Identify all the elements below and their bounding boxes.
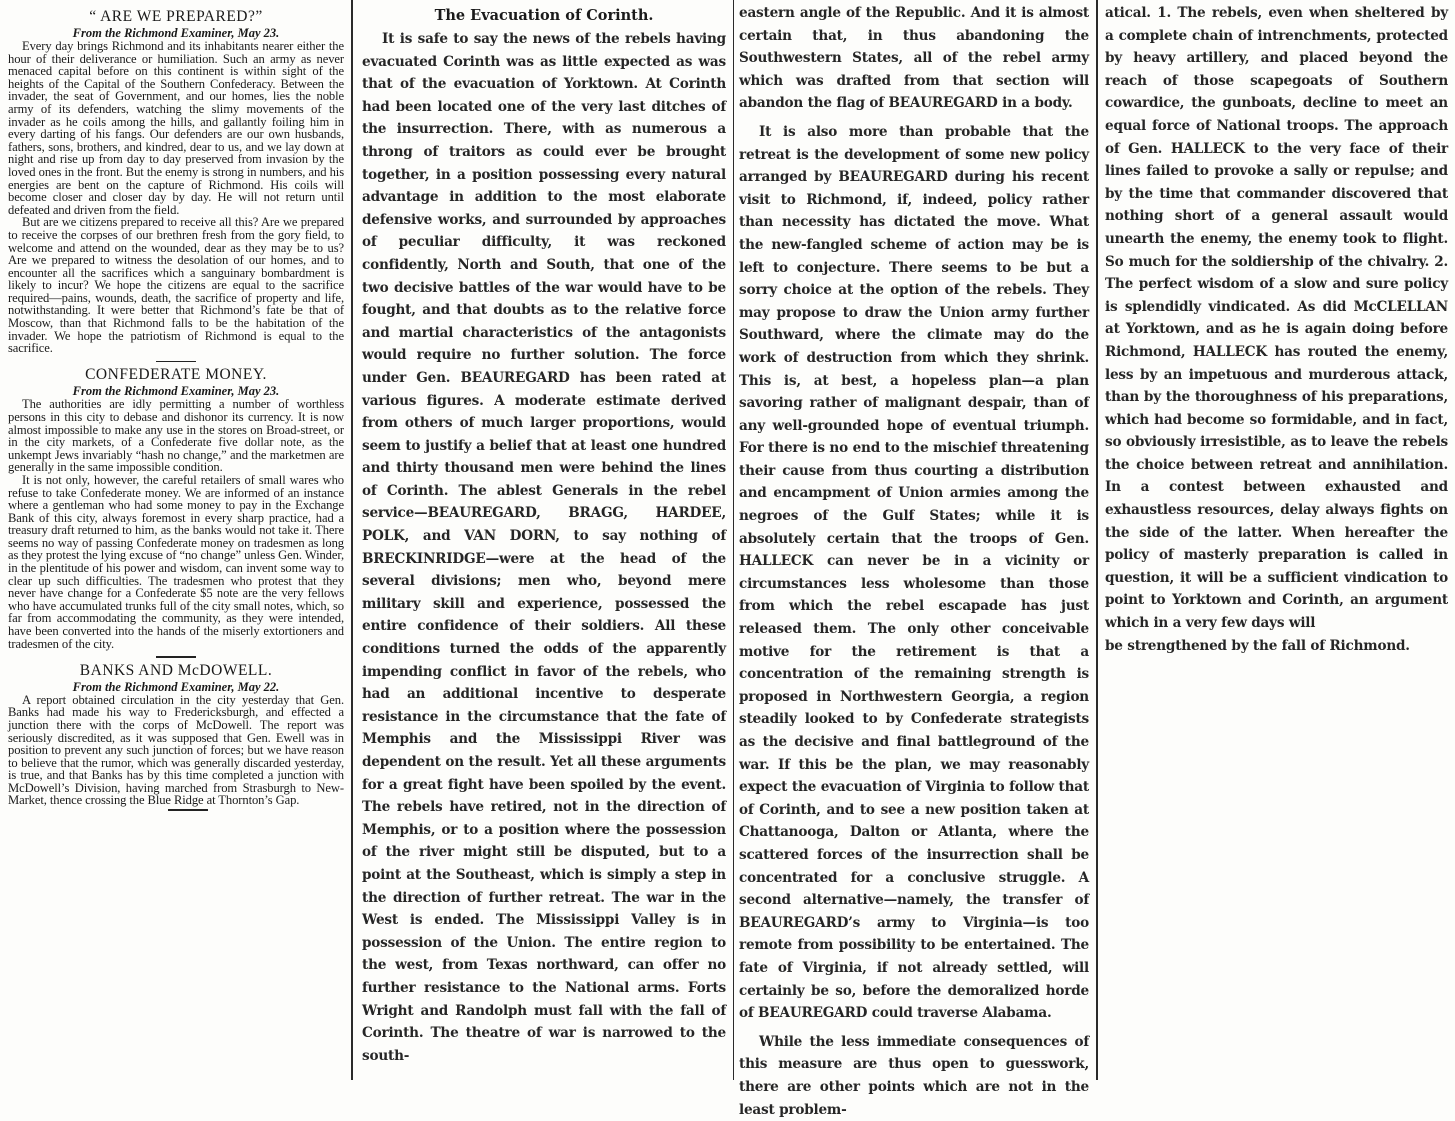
article-headline: CONFEDERATE MONEY.: [85, 366, 267, 384]
article-paragraph: Every day brings Richmond and its inhabitants nearer either the hour of their deliverance or humiliation. Such an army as never menaced capital before on this continent is within sight of the heights of the Capital of the Southern Confederacy. Between the invader, the seat of Government, and our homes, lies the noble army of its defenders, watching the slimy movements of the invader as he coils among the hills, and gallantly foiling him in every darting of his fangs. Our defenders are our own husbands, fathers, sons, brothers, and kindred, dear to us, and we lay down at night and rise up from day to day preserved from invasion by the loved ones in the front. But the enemy is strong in numbers, and his energies are bent on the capture of Richmond. His coils will become closer and closer day by day. He will not return until defeated and driven from the field.: [8, 39, 344, 217]
faded-line: be strengthened by the fall of Richmond.: [1105, 637, 1410, 654]
column-1: [8, 0, 344, 811]
article-paragraph: A report obtained circulation in the city yesterday that Gen. Banks had made his way to Fredericksburgh, and effected a junction there with the corps of McDowell. The report was seriously discredited, as it was supposed that Gen. Ewell was in position to prevent any such junction of forces; but we have reason to believe that the rumor, which was generally discarded yesterday, is true, and that Banks has by this time completed a junction with McDowell’s Division, having marched from Strasburgh to New-Market, thence crossing the Blue Ridge at Thornton’s Gap.: [8, 692, 344, 808]
article-paragraph: But are we citizens prepared to receive all this? Are we prepared to receive the corpses of our brethren fresh from the gory field, to welcome and attend on the wounded, dear as they may be to us? Are we prepared to witness the desolation of our homes, and to encounter all the sacrifices which a sanguinary bombardment is likely to incur? We hope the citizens are equal to the sacrifice required—pains, wounds, death, the sacrifice of property and life, notwithstanding. It were better that Richmond’s fate be that of Moscow, than that Richmond falls to be the habitation of the invader. We hope the patriotism of Richmond is equal to the sacrifice.: [8, 215, 344, 356]
column-rule-2: [733, 0, 734, 1080]
column-3: [739, 0, 1089, 1121]
article-paragraph: It is also more than probable that the retreat is the development of some new policy arranged by BEAUREGARD during his recent visit to Richmond, if, indeed, policy rather than necessity has dictated the move. What the new-fangled scheme of action may be is left to conjecture. There seems to be but a sorry choice at the option of the rebels. They may propose to draw the Union army further Southward, where the climate may do the work of destruction from which they shrink. This is, at best, a hopeless plan—a plan savoring rather of malignant despair, than of any well-grounded hope of eventual triumph. For there is no end to the mischief threatening their cause from thus courting a distribution and encampment of Union armies among the negroes of the Gulf States; while it is absolutely certain that the troops of Gen. HALLECK can never be in a vicinity or circumstances less wholesome than those from which the rebel escapade has just released them. The only other conceivable motive for the retirement is that a concentration of the remaining strength is proposed in Northwestern Georgia, a region steadily looked to by Confederate strategists as the decisive and final battleground of the war. If this be the plan, we may reasonably expect the evacuation of Virginia to follow that of Corinth, and to see a new position taken at Chattanooga, Dalton or Atlanta, where the scattered forces of the insurrection shall be concentrated for a conclusive struggle. A second alternative—namely, the transfer of BEAUREGARD’s army to Virginia—is too remote from possibility to be entertained. The fate of Virginia, if not already settled, will certainly be so, before the demoralized horde of BEAUREGARD could traverse Alabama.: [739, 123, 1089, 1022]
article-separator: [156, 656, 196, 658]
article-source: From the Richmond Examiner, May 23.: [72, 384, 280, 399]
column-rule-3: [1096, 0, 1098, 1080]
article-headline: BANKS AND McDOWELL.: [79, 661, 273, 679]
column-2: [362, 0, 726, 1067]
column-4: [1105, 0, 1448, 657]
article-source: From the Richmond Examiner, May 22.: [72, 679, 280, 694]
article-separator: [156, 361, 196, 363]
article-paragraph: atical. 1. The rebels, even when sheltered by a complete chain of intrenchments, protected by heavy artillery, and placed beyond the reach of those scapegoats of Southern cowardice, the gunboats, decline to meet an equal force of National troops. The approach of Gen. HALLECK to the very face of their lines failed to provoke a sally or repulse; and by the time that commander discovered that nothing short of a general assault would unearth the enemy, the enemy took to flight. So much for the soldiership of the chivalry. 2. The perfect wisdom of a slow and sure policy is splendidly vindicated. As did McCLELLAN at Yorktown, and as he is again doing before Richmond, HALLECK has routed the enemy, less by an impetuous and murderous attack, than by the thoroughness of his preparations, which had become so formidable, and in fact, so obviously irresistible, as to leave the rebels the choice between retreat and annihilation. In a contest between exhausted and exhaustless resources, delay always fights on the side of the latter. When hereafter the policy of masterly preparation is called in question, it will be a sufficient vindication to point to Yorktown and Corinth, an argument which in a very few days will: [1105, 5, 1448, 632]
article-banks-and-mcdowell: [8, 662, 344, 807]
article-headline: The Evacuation of Corinth.: [434, 7, 654, 24]
article-confederate-money: [8, 366, 344, 650]
article-paragraph: It is not only, however, the careful retailers of small wares who refuse to take Confederate money. We are informed of an instance where a gentleman who had some money to pay in the Exchange Bank of this city, always foremost in every sharp practice, had a treasury draft returned to him, as the banks would not take it. There seems no way of passing Confederate money on tradesmen as long as they protest the lying excuse of “no change” unless Gen. Winder, in the plentitude of his power and wisdom, can invent some way to clear up such difficulties. The tradesmen who protest that they never have change for a Confederate $5 note are the very fellows who have accumulated trunks full of the city small notes, which, so far from accommodating the community, as they were intended, have been converted into the hands of the miserly extortioners and tradesmen of the city.: [8, 472, 344, 651]
article-are-we-prepared: [8, 8, 344, 355]
article-paragraph: eastern angle of the Republic. And it is almost certain that, in thus abandoning the Southwestern States, all of the rebel army which was drafted from that section will abandon the flag of BEAUREGARD in a body.: [739, 5, 1089, 112]
article-end-rule: [168, 809, 208, 811]
article-source: From the Richmond Examiner, May 23.: [72, 26, 280, 40]
article-paragraph: It is safe to say the news of the rebels having evacuated Corinth was as little expected as was that of the evacuation of Yorktown. At Corinth had been located one of the very last ditches of the insurrection. There, with as numerous a throng of traitors as could ever be brought together, in a position possessing every natural advantage in addition to the most elaborate defensive works, and surrounded by approaches of peculiar difficulty, it was reckoned confidently, North and South, that one of the two decisive battles of the war would have to be fought, and that doubts as to the relative force and martial characteristics of the antagonists would require no further solution. The force under Gen. BEAUREGARD has been rated at various figures. A moderate estimate derived from others of much larger proportions, would seem to justify a belief that at least one hundred and thirty thousand men were behind the lines of Corinth. The ablest Generals in the rebel service—BEAUREGARD, BRAGG, HARDEE, POLK, and VAN DORN, to say nothing of BRECKINRIDGE—were at the head of the several divisions; men who, beyond mere military skill and experience, possessed the entire confidence of their soldiers. All these conditions turned the odds of the apparently impending conflict in favor of the rebels, who had an additional incentive to desperate resistance in the circumstance that the fate of Memphis and the Mississippi River was dependent on the result. Yet all these arguments for a great fight have been spoiled by the event. The rebels have retired, not in the direction of Memphis, or to a position where the possession of the river might still be disputed, but to a point at the Southeast, which is simply a step in the direction of further retreat. The war in the West is ended. The Mississippi Valley is in possession of the Union. The entire region to the west, from Texas northward, can offer no further resistance to the National arms. Forts Wright and Randolph must fall with the fall of Corinth. The theatre of war is narrowed to the south-: [362, 31, 726, 1064]
article-paragraph: The authorities are idly permitting a number of worthless persons in this city to debase and dishonor its currency. It is now almost impossible to make any use in the stores on Broad-street, or in the city markets, of a Confederate five dollar note, as the unkempt Jews invariably “hash no change,” and the marketmen are generally in the same impossible condition.: [8, 397, 344, 475]
column-rule-1: [351, 0, 353, 1080]
article-headline: “ ARE WE PREPARED?”: [89, 8, 263, 25]
article-paragraph: While the less immediate consequences of this measure are thus open to guesswork, there are other points which are not in the least problem-: [739, 1033, 1089, 1118]
